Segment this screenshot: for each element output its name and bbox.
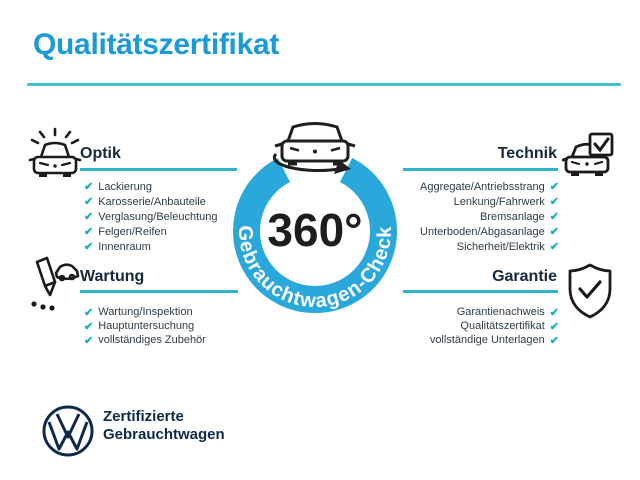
degree-label: 360°	[267, 204, 363, 256]
check-icon: ✔	[84, 320, 94, 333]
item-label: Felgen/Reifen	[98, 225, 167, 238]
section-wartung-items	[84, 305, 206, 347]
section-optik-rule	[80, 168, 237, 171]
title-underline	[27, 83, 621, 86]
checklist-item	[84, 305, 206, 319]
car-shine-icon	[28, 127, 82, 181]
item-label: Unterboden/Abgasanlage	[420, 225, 545, 238]
item-label: Lackierung	[98, 180, 153, 193]
check-icon: ✔	[549, 196, 559, 208]
item-label: Innenraum	[98, 240, 151, 253]
section-optik-heading: Optik	[80, 145, 121, 162]
item-label: Aggregate/Antriebsstrang	[420, 180, 545, 193]
item-label: Sicherheit/Elektrik	[456, 240, 545, 253]
check-icon: ✔	[549, 211, 559, 223]
section-technik-items	[339, 179, 559, 254]
item-label: Hauptuntersuchung	[98, 320, 195, 332]
checklist-item	[339, 194, 559, 209]
pen-car-icon	[24, 256, 80, 318]
shield-check-icon	[567, 262, 613, 320]
check-icon: ✔	[84, 306, 94, 319]
checklist-item	[339, 224, 559, 239]
item-label: Bremsanlage	[479, 210, 545, 223]
check-icon: ✔	[549, 320, 559, 333]
check-icon: ✔	[549, 241, 559, 253]
ring-label: Gebrauchtwagen-Check	[233, 225, 397, 313]
check-icon: ✔	[84, 241, 94, 253]
section-garantie-rule	[403, 290, 558, 293]
section-technik-rule	[403, 168, 558, 171]
item-label: Lenkung/Fahrwerk	[453, 195, 545, 208]
section-garantie-heading: Garantie	[492, 268, 557, 285]
check-icon: ✔	[84, 226, 94, 238]
item-label: Karosserie/Anbauteile	[98, 195, 206, 208]
item-label: Wartung/Inspektion	[98, 306, 193, 318]
check-icon: ✔	[84, 196, 94, 208]
section-wartung-heading: Wartung	[80, 268, 145, 285]
item-label: Verglasung/Beleuchtung	[98, 210, 218, 223]
checklist-item	[339, 333, 559, 347]
footer-label	[103, 408, 225, 444]
section-wartung-rule	[80, 290, 238, 293]
check-icon: ✔	[549, 226, 559, 238]
section-technik-heading: Technik	[497, 145, 557, 162]
item-label: Garantienachweis	[456, 306, 545, 318]
checklist-item	[84, 179, 217, 194]
item-label: Qualitätszertifikat	[460, 320, 545, 332]
check-icon: ✔	[84, 181, 94, 193]
checklist-item	[339, 239, 559, 254]
checklist-item	[84, 209, 217, 224]
checklist-item	[339, 209, 559, 224]
check-icon: ✔	[84, 211, 94, 223]
car-360-icon	[274, 124, 355, 175]
section-garantie-items	[339, 305, 559, 347]
checklist-item	[84, 194, 217, 209]
page-title: Qualitätszertifikat	[33, 28, 280, 61]
vw-logo	[41, 404, 95, 458]
car-checkbox-icon	[562, 131, 616, 185]
item-label: vollständiges Zubehör	[98, 334, 206, 346]
checklist-item	[84, 319, 206, 333]
check-icon: ✔	[549, 306, 559, 319]
section-optik-items	[84, 179, 217, 254]
checklist-item	[339, 179, 559, 194]
checklist-item	[84, 239, 217, 254]
item-label: vollständige Unterlagen	[429, 334, 545, 346]
checklist-item	[84, 224, 217, 239]
checklist-item	[84, 333, 206, 347]
footer-line1: Zertifizierte	[103, 408, 184, 425]
checklist-item	[339, 305, 559, 319]
checklist-item	[339, 319, 559, 333]
check-icon: ✔	[549, 334, 559, 347]
check-icon: ✔	[84, 334, 94, 347]
footer-line2: Gebrauchtwagen	[103, 426, 225, 443]
check-icon: ✔	[549, 181, 559, 193]
